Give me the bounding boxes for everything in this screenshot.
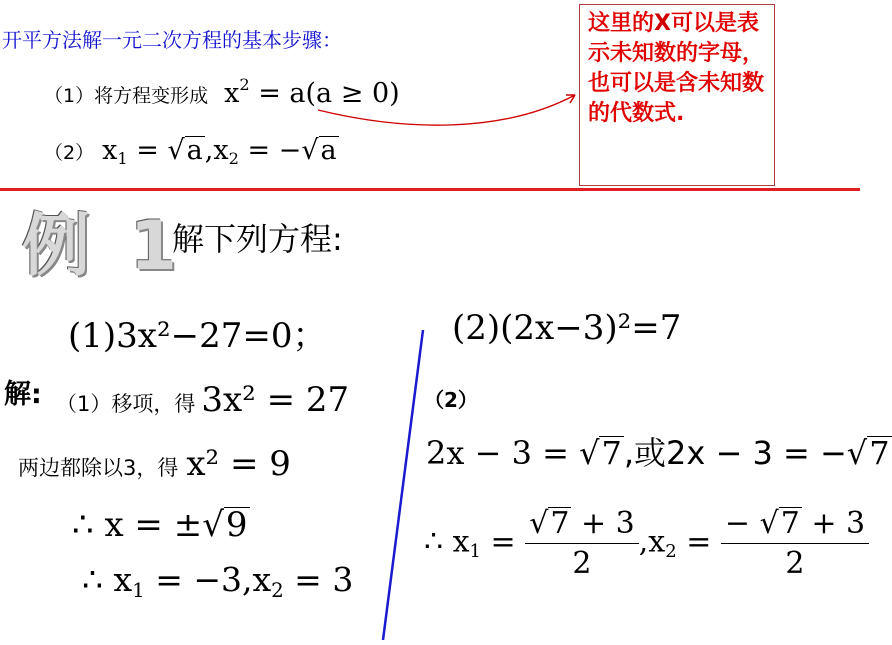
solution-separator-line (383, 330, 423, 640)
solution2-step2: ∴ $x_1$ = $\frac{√7 + 3}{2}$ $,x_2$ = $\frac{- √7 + 3}{2}$ (424, 506, 869, 581)
solution1-step2: 两边都除以3，得 x² = 9 (18, 444, 291, 484)
callout-highlight: X (654, 11, 671, 36)
solution2-label: （2） (424, 388, 478, 412)
section-divider (0, 188, 860, 191)
intro-step2-math: $x_1 = √a,x_2 = -√a$ (102, 135, 337, 168)
intro-step1-math: $x^2 = a(a \ge 0)$ (224, 75, 400, 110)
intro-step2-label: （2） (44, 142, 95, 164)
intro-title: 开平方法解一元二次方程的基本步骤： (2, 28, 342, 52)
example-title: 解下列方程: (172, 220, 343, 258)
solution1-step1: （1）移项，得 3x² = 27 (56, 380, 350, 420)
solution-label: 解: (4, 379, 42, 410)
callout-arrow (318, 95, 575, 125)
solution1-step3: ∴ x = ±√9 (72, 505, 248, 545)
fraction-2: $\frac{- √7 + 3}{2}$ (721, 506, 869, 581)
callout-note: 这里的X可以是表示未知数的字母，也可以是含未知数的代数式. (579, 4, 775, 186)
intro-step1-label: （1）将方程变形成 (44, 85, 209, 108)
problem-1: (1)3x²−27=0； (68, 316, 327, 356)
solution1-step4: ∴ $x_1 = -3,x_2 = 3$ (82, 560, 354, 602)
problem-2: (2)(2x−3)²=7 (452, 308, 682, 348)
solution2-step1: 2x − 3 = √7,或2x − 3 = −√7 (426, 434, 890, 472)
fraction-1: $\frac{√7 + 3}{2}$ (525, 506, 639, 581)
example-label: 例 1 (22, 207, 185, 286)
